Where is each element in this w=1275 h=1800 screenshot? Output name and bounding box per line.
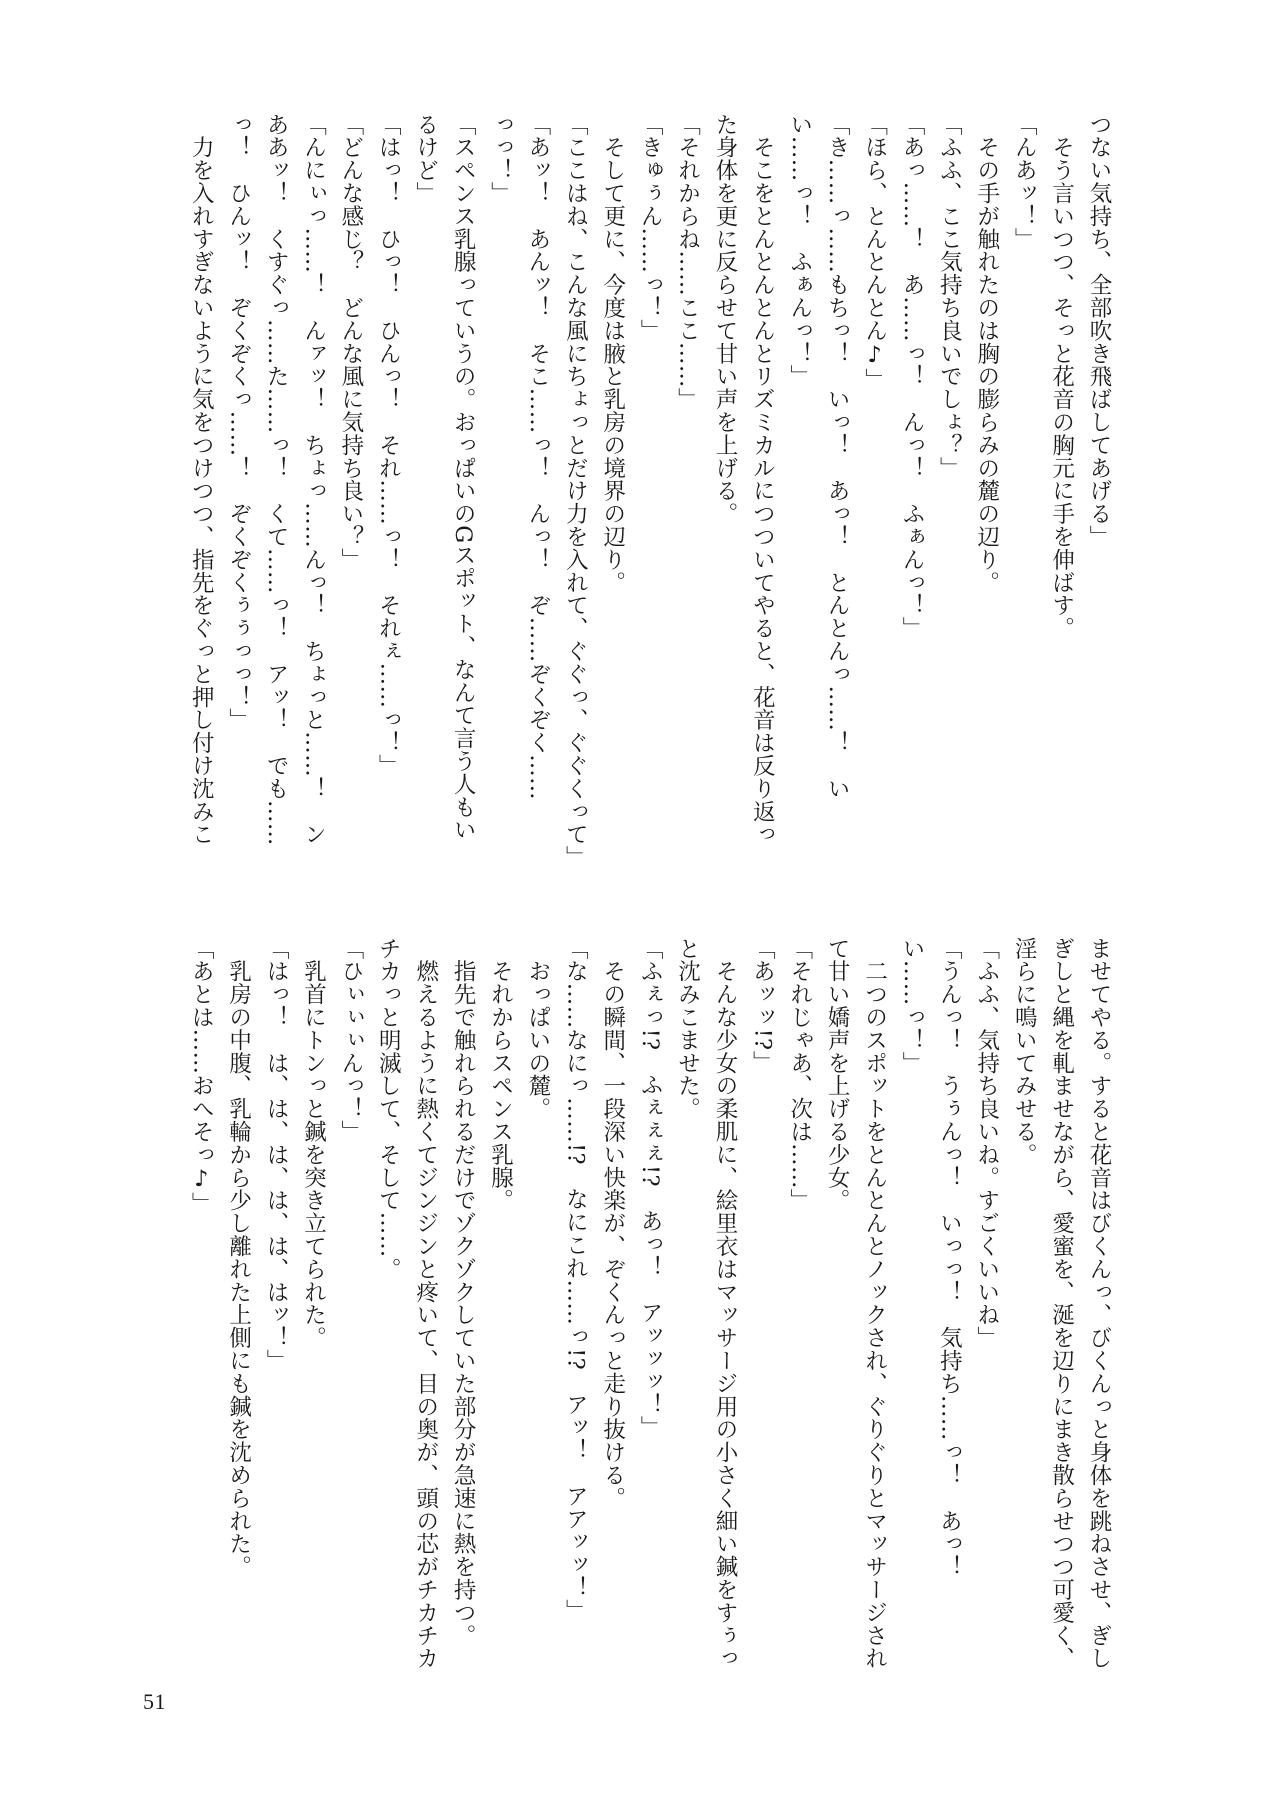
- text-line: 「きゅぅん……っ！」: [637, 113, 664, 342]
- text-line: 「あっ……！ あ……っ！ んっ！ ふぁんっ！」: [898, 113, 925, 640]
- text-line: そんな少女の柔肌に、絵里衣はマッサージ用の小さく細い鍼をすぅっ: [711, 937, 738, 1670]
- text-line: 「んあッ！」: [1011, 113, 1038, 251]
- text-line: それからスペンス乳腺。: [487, 937, 514, 1212]
- text-line: 「それからね……ここ……」: [674, 113, 701, 411]
- text-line: 「ひぃぃぃんっ！」: [337, 937, 364, 1144]
- text-line: 「スペンス乳腺っていうの。おっぱいのGスポット、なんて言う人もい: [450, 113, 477, 842]
- text-line: つない気持ち、全部吹き飛ばしてあげる」: [1086, 113, 1112, 549]
- text-line: ああッ！ くすぐっ……た……っ！ くて……っ！ アッ！ でも……: [263, 113, 290, 846]
- text-line: 「ほら、とんとんとん♪」: [861, 113, 888, 392]
- text-line: 「ここはね、こんな風にちょっとだけ力を入れて、ぐぐっ、ぐぐくって」: [562, 113, 589, 869]
- text-line: 「んにぃっ……！ んァッ！ ちょっ……んっ！ ちょっと……！ ン: [300, 113, 327, 846]
- text-line: っっ！」: [487, 113, 514, 205]
- text-line: 「ふふ、気持ち良いね。すごくいいね」: [973, 937, 1000, 1350]
- text-line: その瞬間、一段深い快楽が、ぞくんっと走り抜ける。: [599, 937, 626, 1510]
- text-line: るけど」: [412, 113, 439, 205]
- text-line: っ！ ひんッ！ ぞくぞくっ……！ ぞくぞくぅぅっっ！」: [225, 113, 252, 732]
- text-line: その手が触れたのは胸の膨らみの麓の辺り。: [973, 113, 1000, 594]
- text-line: 「うんっ！ うぅんっ！ いっっ！ 気持ち……っ！ あっ！: [936, 937, 963, 1579]
- text-line: おっぱいの麓。: [524, 937, 551, 1121]
- text-line: 乳首にトンっと鍼を突き立てられた。: [300, 937, 327, 1350]
- text-line: チカっと明滅して、そして……。: [375, 937, 402, 1281]
- text-line: い……っ！」: [898, 937, 925, 1075]
- text-line: 「ふふ、ここ気持ち良いでしょ？」: [936, 113, 963, 480]
- text-line: 「はっ！ ひっ！ ひんっ！ それ……っ！ それぇ……っ！」: [375, 113, 402, 778]
- text-line: 力を入れすぎないように気をつけつつ、指先をぐっと押し付け沈みこ: [188, 113, 215, 846]
- text-line: 乳房の中腹、乳輪から少し離れた上側にも鍼を沈められた。: [225, 937, 252, 1579]
- text-line: て甘い嬌声を上げる少女。: [824, 937, 851, 1212]
- text-line: 「どんな感じ？ どんな風に気持ち良い？」: [337, 113, 364, 571]
- page-number: 51: [143, 1689, 166, 1714]
- text-line: 「な……なにっ……!? なにこれ……っ!? アッ！ アアッッ！」: [562, 937, 589, 1623]
- text-line: い……っ！ ふぁんっ！」: [786, 113, 813, 388]
- text-line: そこをとんとんとんとリズミカルにつついてやると、花音は反り返っ: [749, 113, 776, 846]
- lower-text-section: [182, 937, 1117, 1670]
- text-line: ぎしと縄を軋ませながら、愛蜜を、涎を辺りにまき散らせつつ可愛く、: [1048, 937, 1075, 1670]
- text-line: 「ふぇっ!? ふぇぇぇ!? あっ！ アッッッ！」: [637, 937, 664, 1439]
- text-line: 「あとは……おへそっ♪」: [188, 937, 215, 1216]
- text-line: そして更に、今度は腋と乳房の境界の辺り。: [599, 113, 626, 594]
- text-line: た身体を更に反らせて甘い声を上げる。: [711, 113, 738, 526]
- text-line: と沈みこませた。: [674, 937, 701, 1121]
- text-line: 二つのスポットをとんとんとノックされ、ぐりぐりとマッサージされ: [861, 937, 888, 1670]
- text-line: ませてやる。すると花音はびくんっ、びくんっと身体を跳ねさせ、ぎし: [1086, 937, 1112, 1670]
- text-line: 指先で触れられるだけでゾクゾクしていた部分が急速に熱を持つ。: [450, 937, 477, 1647]
- text-line: 「それじゃあ、次は……」: [786, 937, 813, 1212]
- text-line: 燃えるように熱くてジンジンと疼いて、目の奥が、頭の芯がチカチカ: [412, 937, 439, 1670]
- text-line: 「き……っ……もちっ！ いっ！ あっ！ とんとんっ……！ い: [824, 113, 851, 800]
- upper-text-section: [182, 113, 1117, 869]
- text-line: 「あッッ!?」: [749, 937, 776, 1074]
- text-line: 「はっ！ は、は、は、は、は、はッ！」: [263, 937, 290, 1373]
- text-line: そう言いつつ、そっと花音の胸元に手を伸ばす。: [1048, 113, 1075, 640]
- text-line: 淫らに鳴いてみせる。: [1011, 937, 1038, 1166]
- text-line: 「あッ！ あんッ！ そこ……っ！ んっ！ ぞ……ぞくぞく……: [524, 113, 551, 800]
